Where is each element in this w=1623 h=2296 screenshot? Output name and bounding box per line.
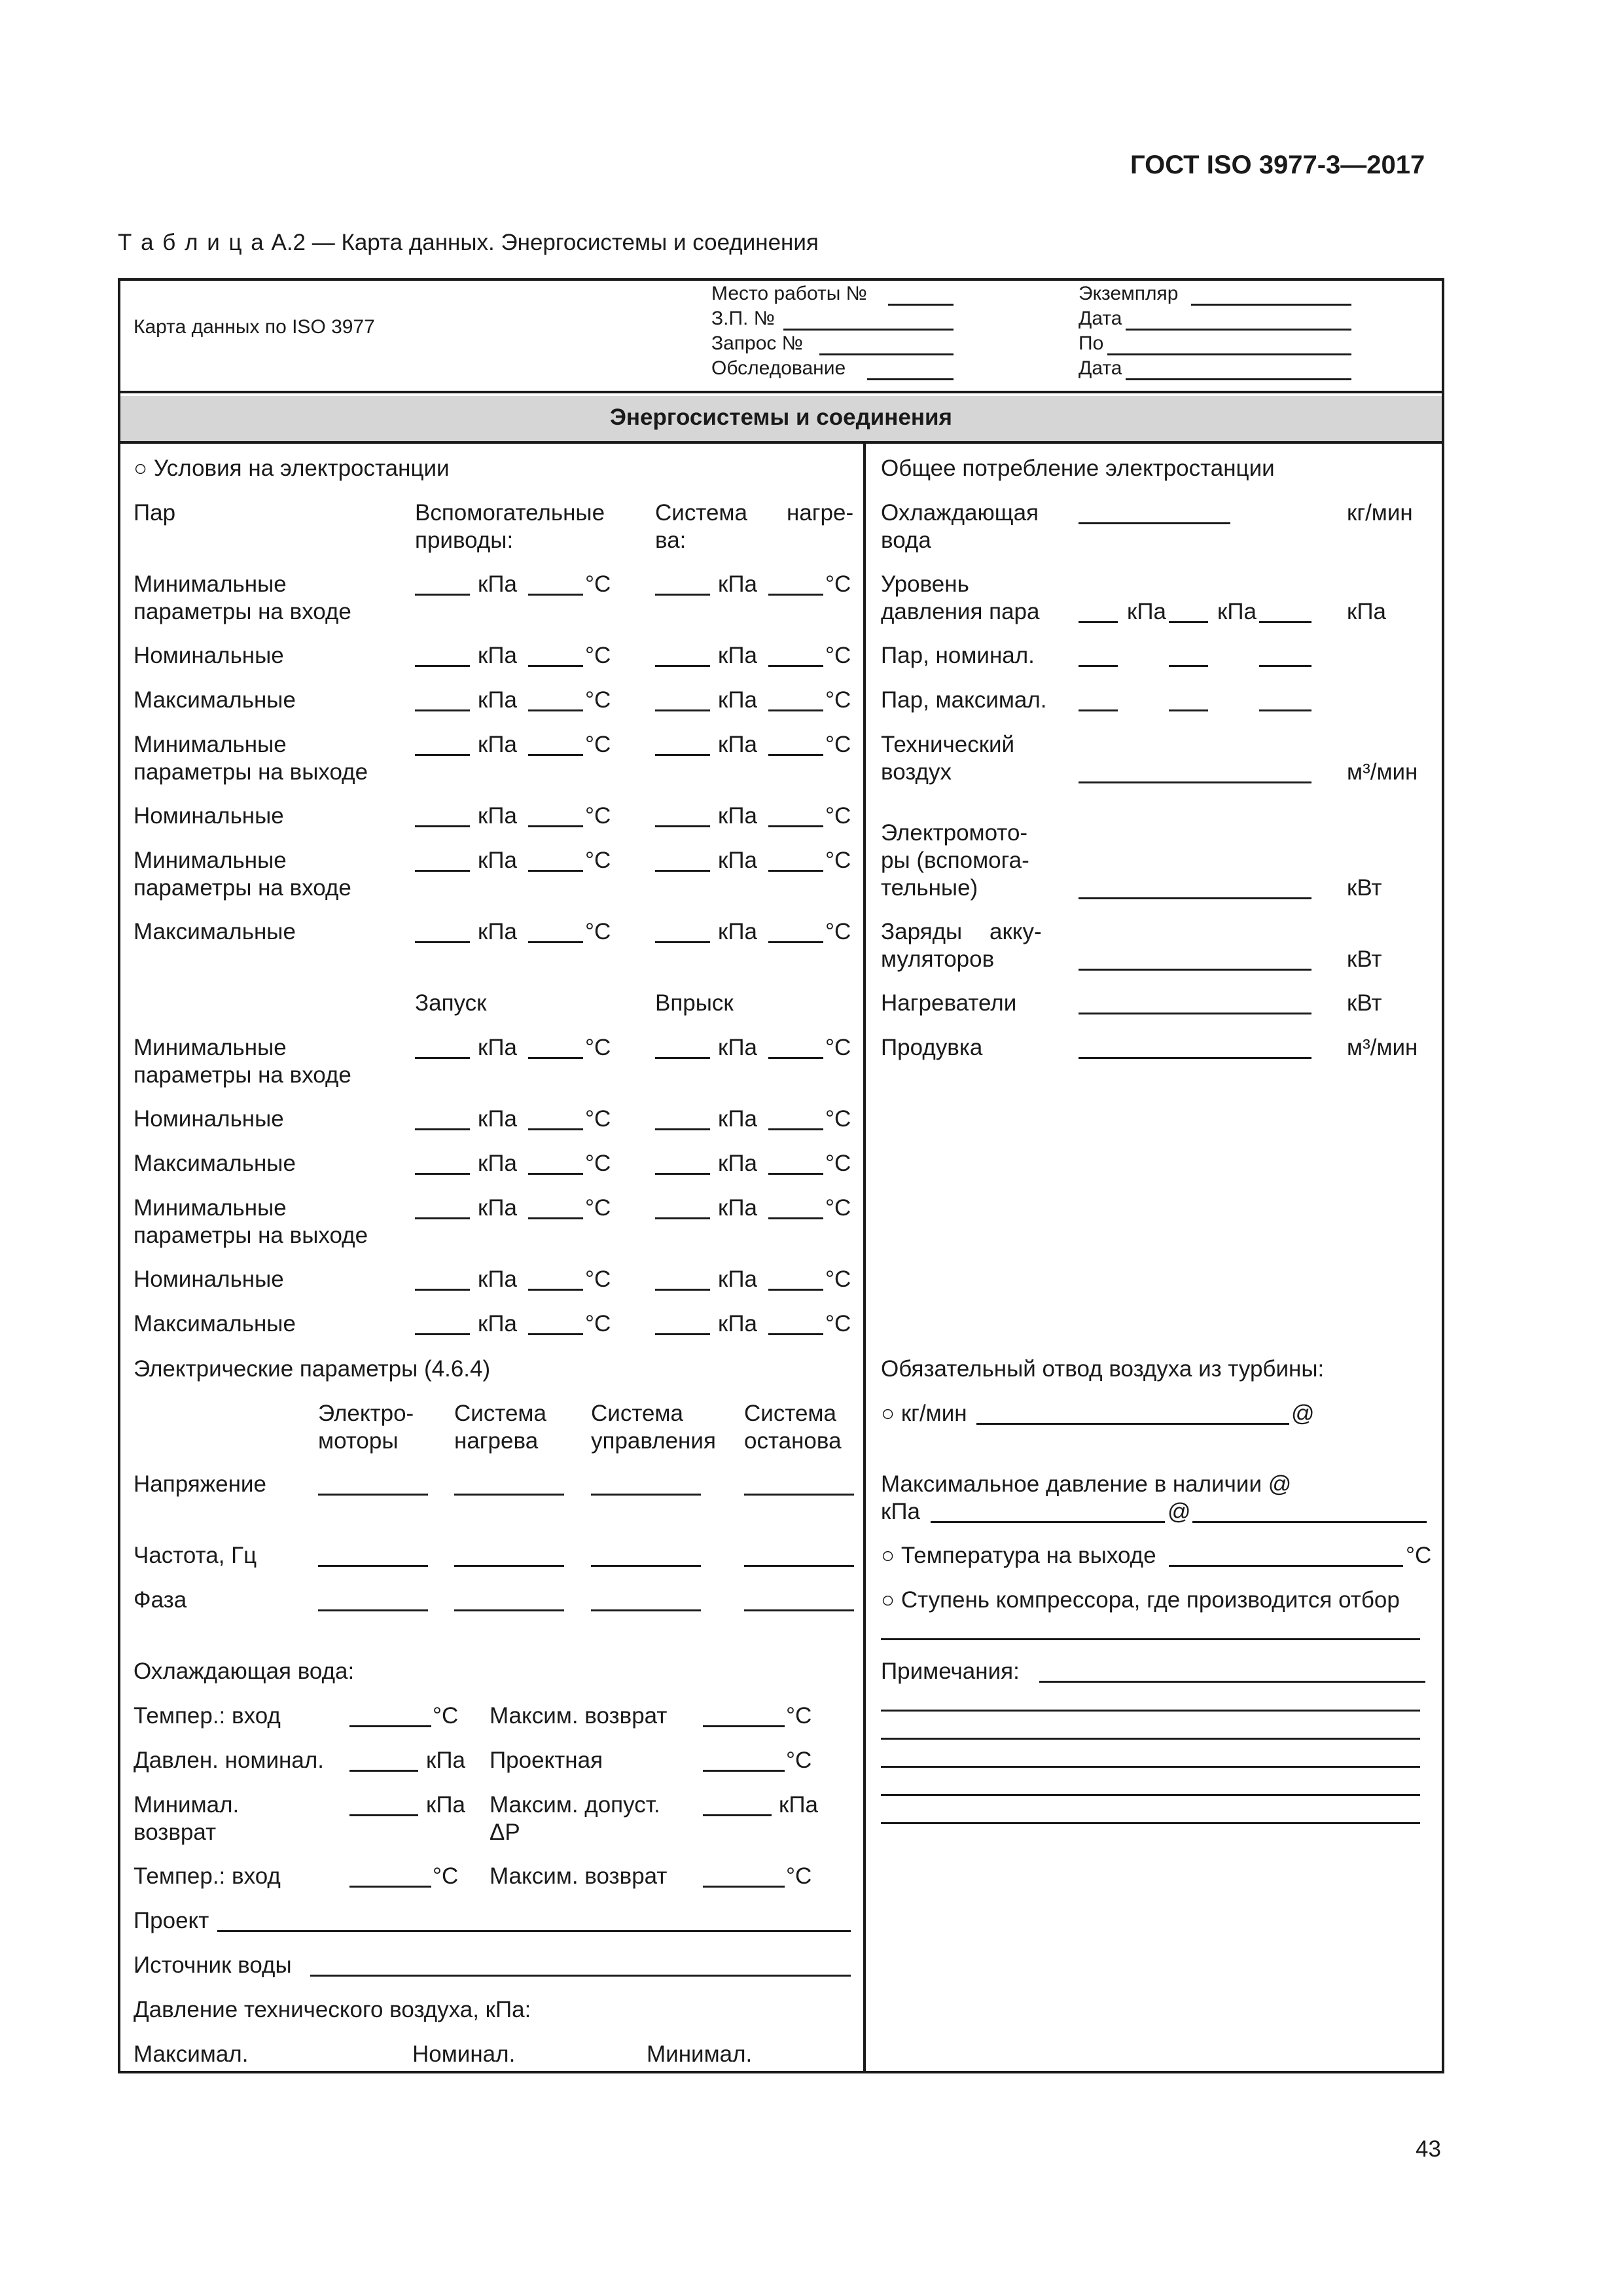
cooling-water-field[interactable] [1079, 522, 1230, 524]
temperature-unit: °C [585, 919, 611, 944]
steam-pressure-field-2[interactable] [1169, 621, 1208, 623]
tech-air-heading: Давление технического воздуха, кПа: [134, 1997, 531, 2022]
water-source-field[interactable] [310, 1975, 851, 1977]
pressure-field[interactable] [655, 870, 710, 872]
temperature-field[interactable] [528, 1128, 583, 1130]
voltage-shutdown-field[interactable] [744, 1494, 854, 1496]
pressure-unit: кПа [718, 687, 757, 713]
notes-field-2[interactable] [881, 1710, 1420, 1712]
temp-inlet-field-2[interactable] [349, 1886, 431, 1888]
max-pressure-field-1[interactable] [931, 1521, 1165, 1523]
tech-air-field[interactable] [1079, 781, 1311, 783]
temperature-unit: °C [825, 1035, 851, 1060]
purge-label: Продувка [881, 1035, 983, 1060]
steam-max-field-3[interactable] [1259, 709, 1311, 711]
steam-pressure-unit-1: кПа [1127, 599, 1166, 624]
header-date-1: Дата [1079, 308, 1122, 329]
frequency-label: Частота, Гц [134, 1543, 257, 1568]
electrical-params-heading: Электрические параметры (4.6.4) [134, 1356, 491, 1382]
heating-system-label-b: нагре- [787, 500, 854, 526]
phase-control-field[interactable] [591, 1609, 701, 1611]
steam-pressure-unit-2: кПа [1217, 599, 1257, 624]
temperature-field[interactable] [528, 754, 583, 756]
caption-text: А.2 — Карта данных. Энергосистемы и соединения [271, 230, 819, 255]
pressure-unit: кПа [478, 1151, 517, 1176]
pressure-unit: кПа [478, 571, 517, 597]
project-label: Проект [134, 1908, 209, 1933]
steam-nominal-field-3[interactable] [1259, 665, 1311, 667]
pressure-unit: кПа [478, 919, 517, 944]
table-caption [118, 229, 819, 257]
battery-label: Заряды [881, 919, 963, 944]
pressure-field[interactable] [655, 1217, 710, 1219]
design-unit: °C [786, 1748, 812, 1773]
temperature-field[interactable] [768, 941, 823, 943]
pressure-unit: кПа [478, 803, 517, 829]
max-return-label-2: Максим. возврат [490, 1863, 668, 1889]
min-return-label: Минимал. возврат [134, 1792, 240, 1845]
pressure-unit: кПа [718, 1195, 757, 1221]
temperature-unit: °C [585, 1106, 611, 1132]
battery-label-b: акку- [990, 919, 1042, 944]
voltage-motors-field[interactable] [318, 1494, 428, 1496]
frequency-control-field[interactable] [591, 1565, 701, 1567]
temperature-unit: °C [585, 1035, 611, 1060]
temp-inlet-unit-2: °C [433, 1863, 459, 1889]
bleed-heading: Обязательный отвод воздуха из турбины: [881, 1356, 1325, 1382]
outlet-temp-field[interactable] [1169, 1565, 1403, 1567]
temperature-unit: °C [825, 1151, 851, 1176]
pressure-unit: кПа [478, 1311, 517, 1336]
steam-nominal-label: Пар, номинал. [881, 643, 1035, 668]
temperature-unit: °C [585, 803, 611, 829]
max-dp-label: Максим. допуст. ΔP [490, 1792, 660, 1845]
pressure-field[interactable] [415, 1217, 470, 1219]
pressure-unit: кПа [478, 1195, 517, 1221]
notes-field-5[interactable] [881, 1794, 1420, 1796]
row-min-inlet-3: Минимальные параметры на входе [134, 1035, 351, 1088]
steam-pressure-unit-3: кПа [1347, 599, 1386, 624]
pressure-field[interactable] [415, 594, 470, 596]
min-return-field[interactable] [349, 1814, 418, 1816]
aux-drives-label: Вспомогательные приводы: [415, 500, 605, 553]
compressor-stage-label: ○ Ступень компрессора, где производится отбор [881, 1587, 1400, 1613]
pressure-field[interactable] [415, 825, 470, 827]
outlet-temp-unit: °C [1406, 1543, 1432, 1568]
header-copy: Экземпляр [1079, 283, 1179, 304]
air-max-label: Максимал. [134, 2041, 249, 2067]
tech-air-unit: м³/мин [1347, 759, 1418, 785]
header-date-2: Дата [1079, 357, 1122, 379]
pressure-field[interactable] [655, 1333, 710, 1335]
temperature-unit: °C [825, 1266, 851, 1292]
pressure-field[interactable] [415, 1289, 470, 1291]
header-order-no: З.П. № [711, 308, 775, 329]
temperature-field[interactable] [768, 1289, 823, 1291]
temperature-unit: °C [825, 571, 851, 597]
max-dp-field[interactable] [703, 1814, 772, 1816]
design-label: Проектная [490, 1748, 603, 1773]
phase-motors-field[interactable] [318, 1609, 428, 1611]
pressure-unit: кПа [718, 732, 757, 757]
col-motors: Электро- моторы [318, 1401, 414, 1454]
temperature-field[interactable] [528, 1217, 583, 1219]
temperature-field[interactable] [528, 1333, 583, 1335]
cooling-water-label: Охлаждающая вода [881, 500, 1039, 553]
pressure-field[interactable] [655, 941, 710, 943]
tech-air-label: Технический воздух [881, 732, 1015, 785]
temp-inlet-label-1: Темпер.: вход [134, 1703, 281, 1729]
pressure-field[interactable] [655, 709, 710, 711]
pressure-unit: кПа [478, 848, 517, 873]
pressure-field[interactable] [415, 870, 470, 872]
max-pressure-label: Максимальное давление в наличии @ [881, 1471, 1292, 1497]
pressure-field[interactable] [655, 1057, 710, 1059]
row-nominal-1: Номинальные [134, 643, 284, 668]
col-heating: Система нагрева [454, 1401, 546, 1454]
max-return-label-1: Максим. возврат [490, 1703, 668, 1729]
steam-pressure-field-3[interactable] [1259, 621, 1311, 623]
pressure-unit: кПа [478, 1035, 517, 1060]
document-id: ГОСТ ISO 3977-3—2017 [1130, 151, 1425, 179]
pressure-unit: кПа [718, 1151, 757, 1176]
pressure-field[interactable] [415, 709, 470, 711]
temperature-field[interactable] [528, 870, 583, 872]
row-maximal-4: Максимальные [134, 1311, 296, 1336]
pressure-unit: кПа [718, 1035, 757, 1060]
header-survey: Обследование [711, 357, 846, 379]
heating-system-label: Система [655, 500, 747, 526]
temperature-unit: °C [825, 803, 851, 829]
temperature-field[interactable] [528, 709, 583, 711]
bleed-at: @ [1291, 1401, 1315, 1426]
temperature-unit: °C [825, 732, 851, 757]
steam-max-field-2[interactable] [1169, 709, 1208, 711]
pressure-unit: кПа [478, 732, 517, 757]
pressure-unit: кПа [478, 1266, 517, 1292]
start-label: Запуск [415, 990, 487, 1016]
temperature-field[interactable] [768, 1173, 823, 1175]
steam-max-label: Пар, максимал. [881, 687, 1047, 713]
temperature-field[interactable] [768, 665, 823, 667]
temperature-field[interactable] [528, 665, 583, 667]
temp-inlet-unit-1: °C [433, 1703, 459, 1729]
phase-shutdown-field[interactable] [744, 1609, 854, 1611]
pressure-unit: кПа [718, 643, 757, 668]
outlet-temp-label: ○ Температура на выходе [881, 1543, 1156, 1568]
header-bottom-rule [118, 391, 1444, 393]
pressure-field[interactable] [415, 1173, 470, 1175]
frequency-heating-field[interactable] [454, 1565, 564, 1567]
row-min-inlet-2: Минимальные параметры на входе [134, 848, 351, 901]
cooling-water-unit: кг/мин [1347, 500, 1413, 526]
phase-heating-field[interactable] [454, 1609, 564, 1611]
temperature-field[interactable] [768, 1057, 823, 1059]
pressure-unit: кПа [718, 919, 757, 944]
pressure-field[interactable] [655, 1173, 710, 1175]
column-divider [863, 444, 866, 2073]
min-return-unit: кПа [426, 1792, 465, 1818]
temperature-field[interactable] [768, 870, 823, 872]
temperature-unit: °C [585, 687, 611, 713]
max-pressure-unit: кПа [881, 1499, 920, 1524]
temperature-field[interactable] [528, 1289, 583, 1291]
row-nominal-2: Номинальные [134, 803, 284, 829]
header-request-no: Запрос № [711, 332, 803, 354]
press-nominal-label: Давлен. номинал. [134, 1748, 324, 1773]
temp-inlet-label-2: Темпер.: вход [134, 1863, 281, 1889]
temperature-unit: °C [825, 1311, 851, 1336]
temperature-field[interactable] [528, 825, 583, 827]
pressure-unit: кПа [718, 803, 757, 829]
row-min-outlet-2: Минимальные параметры на выходе [134, 1195, 368, 1248]
temperature-unit: °C [585, 643, 611, 668]
heaters-unit: кВт [1347, 990, 1382, 1016]
steam-pressure-label: Уровень давления пара [881, 571, 1040, 624]
voltage-label: Напряжение [134, 1471, 266, 1497]
caption-lead: Т а б л и ц а [118, 230, 265, 255]
row-maximal-3: Максимальные [134, 1151, 296, 1176]
temperature-unit: °C [825, 687, 851, 713]
notes-field-4[interactable] [881, 1766, 1420, 1768]
row-nominal-4: Номинальные [134, 1266, 284, 1292]
cooling-water-heading: Охлаждающая вода: [134, 1659, 355, 1684]
temperature-unit: °C [825, 643, 851, 668]
temperature-field[interactable] [768, 1217, 823, 1219]
aux-motors-field[interactable] [1079, 897, 1311, 899]
temperature-field[interactable] [768, 1128, 823, 1130]
temperature-unit: °C [825, 1195, 851, 1221]
pressure-field[interactable] [415, 665, 470, 667]
steam-label: Пар [134, 500, 176, 526]
row-nominal-3: Номинальные [134, 1106, 284, 1132]
pressure-field[interactable] [415, 941, 470, 943]
temperature-unit: °C [585, 1151, 611, 1176]
temperature-unit: °C [585, 571, 611, 597]
battery-unit: кВт [1347, 946, 1382, 972]
steam-pressure-field-1[interactable] [1079, 621, 1118, 623]
pressure-field[interactable] [655, 594, 710, 596]
pressure-field[interactable] [415, 1057, 470, 1059]
max-pressure-at: @ [1168, 1499, 1191, 1524]
notes-field-3[interactable] [881, 1738, 1420, 1740]
temperature-field[interactable] [768, 825, 823, 827]
row-min-inlet-1: Минимальные параметры на входе [134, 571, 351, 624]
temperature-unit: °C [585, 1311, 611, 1336]
phase-label: Фаза [134, 1587, 187, 1613]
pressure-field[interactable] [655, 1128, 710, 1130]
pressure-unit: кПа [478, 643, 517, 668]
page-number: 43 [1416, 2136, 1441, 2162]
project-field[interactable] [217, 1930, 851, 1932]
temperature-field[interactable] [768, 754, 823, 756]
purge-field[interactable] [1079, 1057, 1311, 1059]
heating-system-label-c: ва: [655, 528, 687, 553]
press-nominal-unit: кПа [426, 1748, 465, 1773]
pressure-field[interactable] [415, 1333, 470, 1335]
pressure-unit: кПа [718, 1266, 757, 1292]
temperature-unit: °C [825, 848, 851, 873]
pressure-unit: кПа [478, 1106, 517, 1132]
pressure-field[interactable] [655, 1289, 710, 1291]
bleed-kgmin-label: ○ кг/мин [881, 1401, 967, 1426]
notes-field-6[interactable] [881, 1822, 1420, 1824]
frequency-shutdown-field[interactable] [744, 1565, 854, 1567]
design-field[interactable] [703, 1770, 785, 1772]
header-work-site: Место работы № [711, 283, 867, 304]
max-pressure-field-2[interactable] [1192, 1521, 1427, 1523]
air-nom-label: Номинал. [412, 2041, 516, 2067]
voltage-heating-field[interactable] [454, 1494, 564, 1496]
compressor-stage-field[interactable] [881, 1638, 1420, 1640]
aux-motors-unit: кВт [1347, 875, 1382, 901]
temperature-unit: °C [585, 848, 611, 873]
notes-field-1[interactable] [1039, 1681, 1425, 1683]
max-dp-unit: кПа [779, 1792, 818, 1818]
temperature-field[interactable] [768, 594, 823, 596]
temperature-unit: °C [825, 919, 851, 944]
heaters-label: Нагреватели [881, 990, 1017, 1016]
heaters-field[interactable] [1079, 1013, 1311, 1014]
temperature-unit: °C [585, 1195, 611, 1221]
total-consumption-heading: Общее потребление электростанции [881, 456, 1275, 481]
temperature-unit: °C [825, 1106, 851, 1132]
temp-inlet-field-1[interactable] [349, 1725, 431, 1727]
pressure-field[interactable] [415, 754, 470, 756]
water-source-label: Источник воды [134, 1952, 292, 1978]
temperature-field[interactable] [528, 1057, 583, 1059]
col-shutdown: Система останова [744, 1401, 842, 1454]
pressure-field[interactable] [415, 1128, 470, 1130]
purge-unit: м³/мин [1347, 1035, 1418, 1060]
max-return-unit-2: °C [786, 1863, 812, 1889]
max-return-field-2[interactable] [703, 1886, 785, 1888]
pressure-field[interactable] [655, 665, 710, 667]
voltage-control-field[interactable] [591, 1494, 701, 1496]
temperature-field[interactable] [768, 1333, 823, 1335]
plant-conditions-heading: ○ Условия на электростанции [134, 456, 450, 481]
row-maximal-1: Максимальные [134, 687, 296, 713]
max-return-field-1[interactable] [703, 1725, 785, 1727]
press-nominal-field[interactable] [349, 1770, 418, 1772]
aux-motors-label: Электромото- ры (вспомога- тельные) [881, 820, 1029, 901]
bleed-kgmin-field[interactable] [976, 1423, 1289, 1425]
injection-label: Впрыск [655, 990, 734, 1016]
temperature-field[interactable] [528, 1173, 583, 1175]
frequency-motors-field[interactable] [318, 1565, 428, 1567]
row-min-outlet-1: Минимальные параметры на выходе [134, 732, 368, 785]
pressure-unit: кПа [718, 1311, 757, 1336]
pressure-unit: кПа [718, 571, 757, 597]
pressure-unit: кПа [718, 848, 757, 873]
battery-label-c: муляторов [881, 946, 995, 972]
temperature-field[interactable] [768, 709, 823, 711]
notes-label: Примечания: [881, 1659, 1020, 1684]
temperature-field[interactable] [528, 941, 583, 943]
steam-max-field-1[interactable] [1079, 709, 1118, 711]
col-control: Система управления [591, 1401, 716, 1454]
section-title: Энергосистемы и соединения [610, 404, 952, 430]
steam-nominal-field-2[interactable] [1169, 665, 1208, 667]
temperature-unit: °C [585, 732, 611, 757]
battery-field[interactable] [1079, 969, 1311, 971]
air-min-label: Минимал. [647, 2041, 753, 2067]
row-maximal-2: Максимальные [134, 919, 296, 944]
card-title: Карта данных по ISO 3977 [134, 316, 375, 338]
pressure-field[interactable] [655, 754, 710, 756]
steam-nominal-field-1[interactable] [1079, 665, 1118, 667]
max-return-unit-1: °C [786, 1703, 812, 1729]
temperature-field[interactable] [528, 594, 583, 596]
pressure-unit: кПа [478, 687, 517, 713]
header-by: По [1079, 332, 1104, 354]
pressure-unit: кПа [718, 1106, 757, 1132]
pressure-field[interactable] [655, 825, 710, 827]
temperature-unit: °C [585, 1266, 611, 1292]
